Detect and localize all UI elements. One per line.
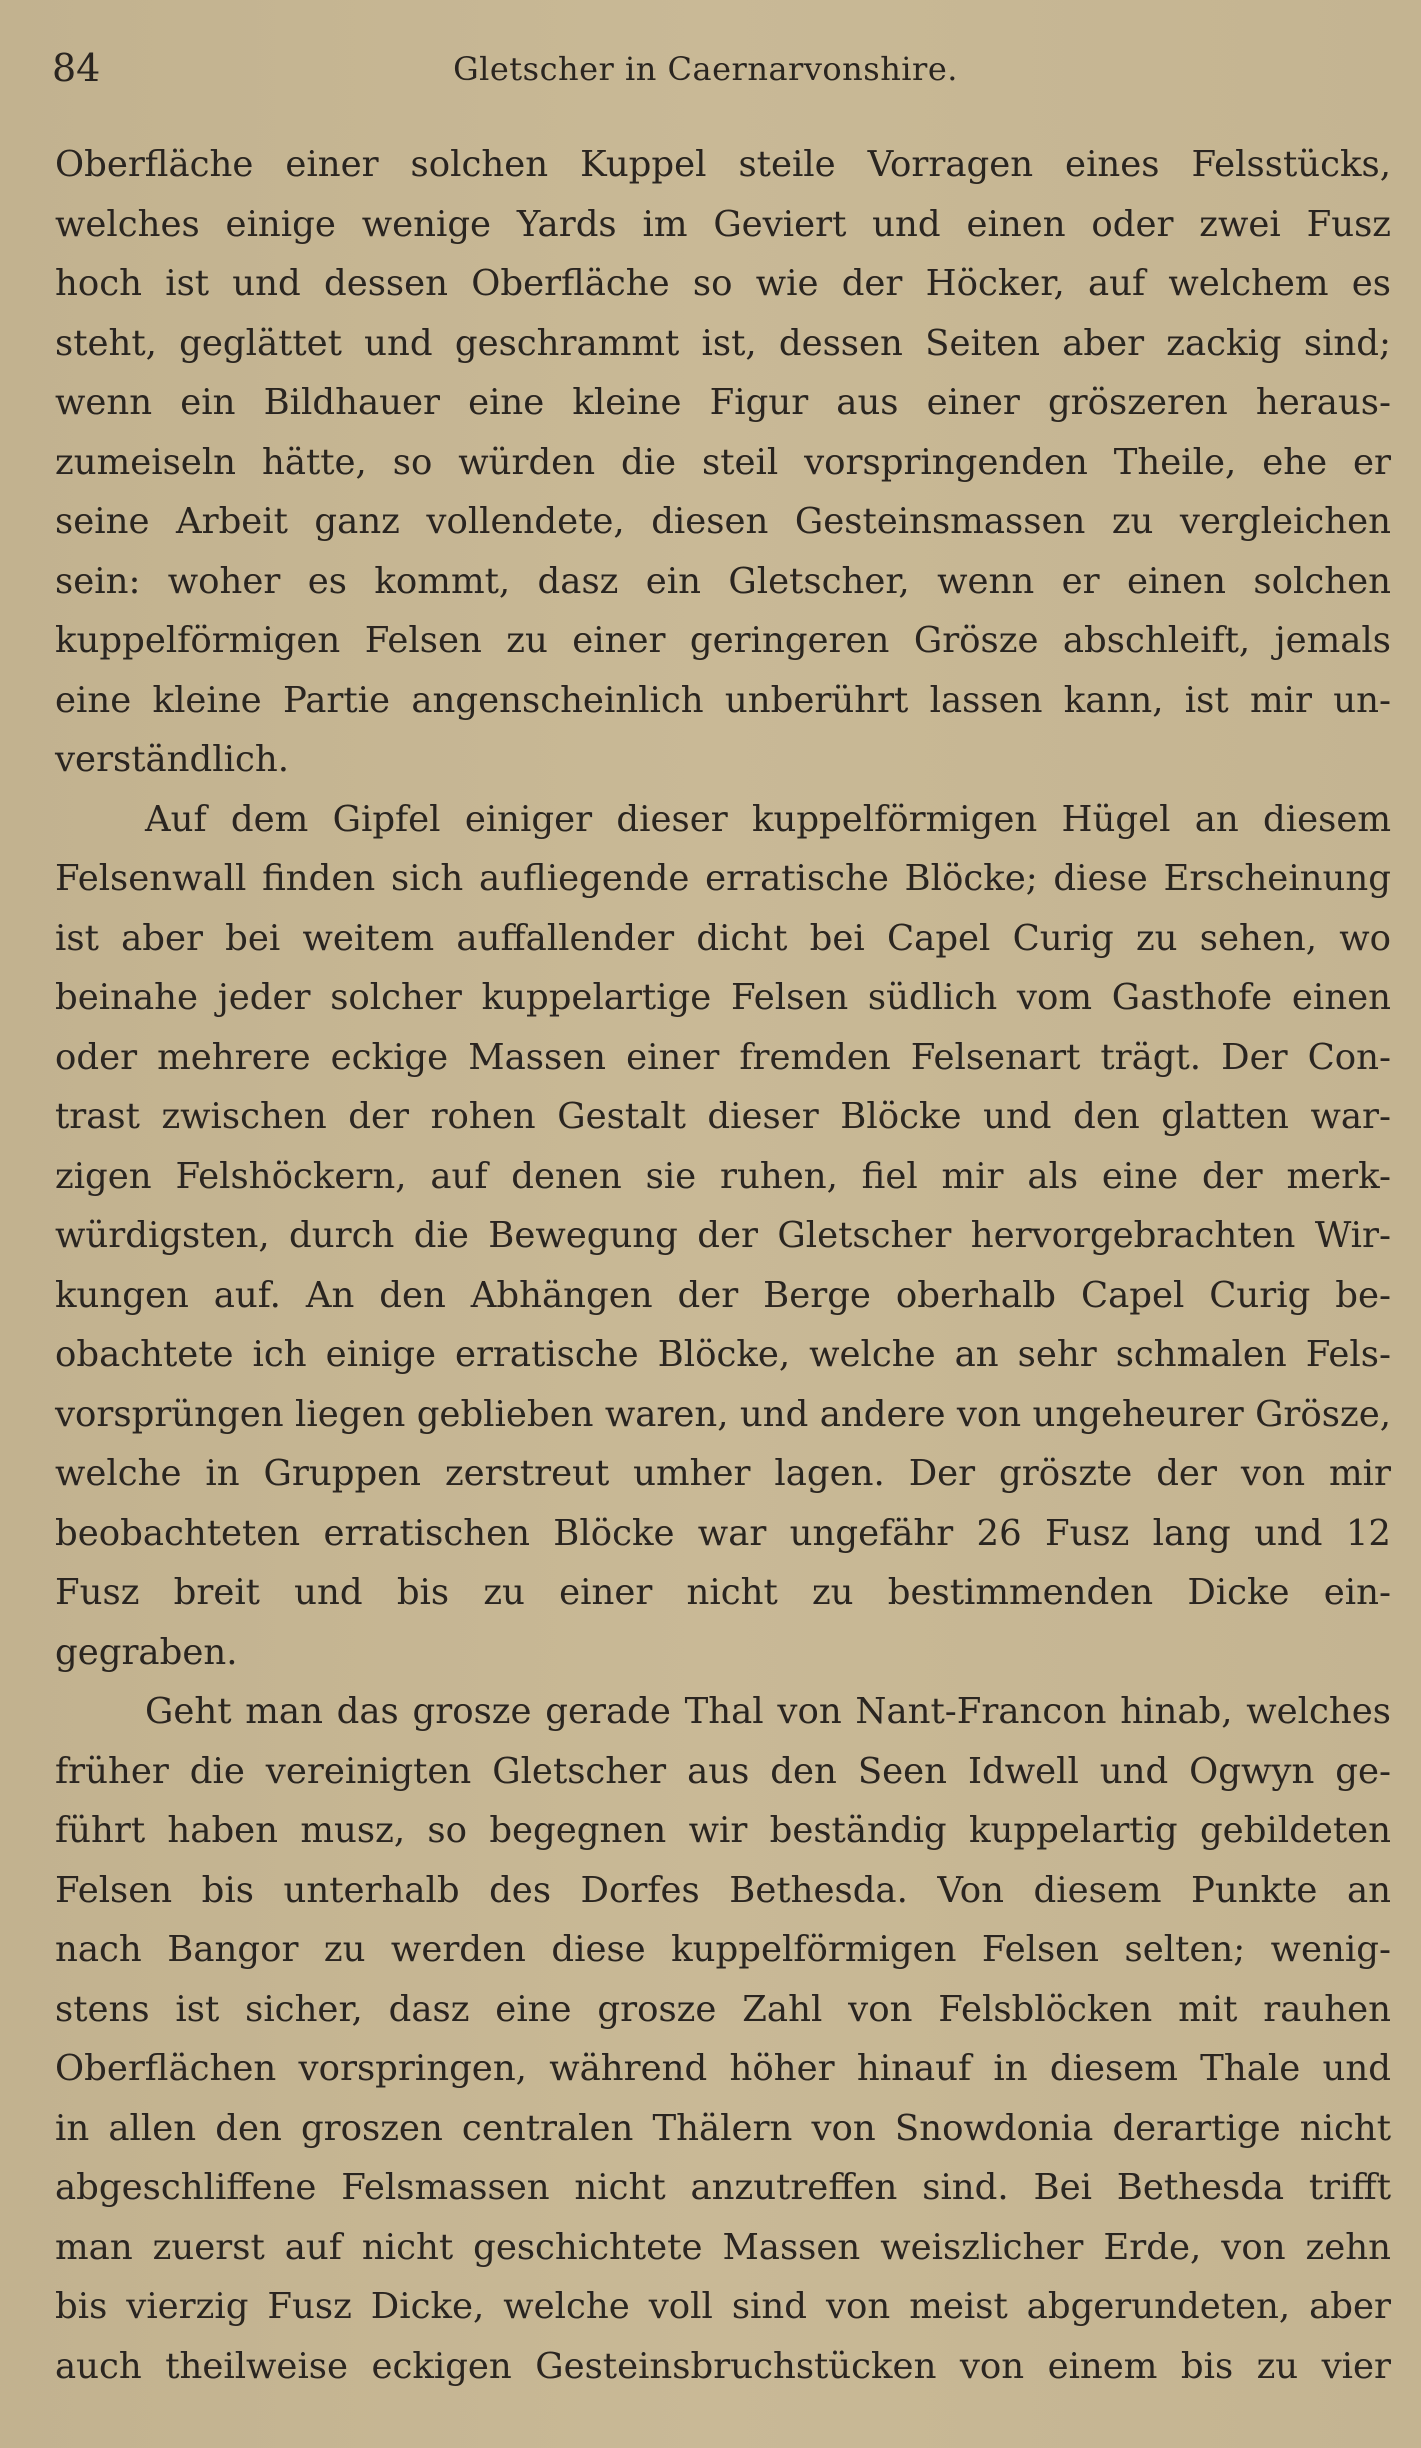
body-text [55,135,1391,2396]
text-line: beobachteten erratischen Blöcke war ungefähr 26 Fusz lang und 12 [55,1512,1391,1554]
text-line: man zuerst auf nicht geschichtete Massen weiszlicher Erde, von zehn [55,2226,1391,2268]
text-line: abgeschliffene Felsmassen nicht anzutreffen sind. Bei Bethesda trifft [55,2167,1391,2208]
text-line: Felsen bis unterhalb des Dorfes Bethesda. Von diesem Punkte an [55,1869,1391,1911]
paragraph-end-line: verständlich. [55,739,290,780]
text-line: welche in Gruppen zerstreut umher lagen. Der gröszte der von mir [55,1453,1391,1494]
text-line: trast zwischen der rohen Gestalt dieser Blöcke und den glatten war- [55,1096,1391,1137]
text-line: ist aber bei weitem auffallender dicht bei Capel Curig zu sehen, wo [55,917,1391,959]
text-line: welches einige wenige Yards im Geviert und einen oder zwei Fusz [55,203,1391,245]
text-line: seine Arbeit ganz vollendete, diesen Gesteinsmassen zu vergleichen [55,501,1391,542]
text-line: früher die vereinigten Gletscher aus den Seen Idwell und Ogwyn ge- [55,1750,1391,1792]
text-line: kungen auf. An den Abhängen der Berge oberhalb Capel Curig be- [55,1274,1391,1316]
paragraph-end-line: gegraben. [55,1631,238,1673]
text-line: Oberflächen vorspringen, während höher hinauf in diesem Thale und [55,2048,1391,2089]
page-number: 84 [52,46,101,90]
text-line: bis vierzig Fusz Dicke, welche voll sind von meist abgerundeten, aber [55,2286,1391,2327]
text-line: wenn ein Bildhauer eine kleine Figur aus einer gröszeren heraus- [55,382,1391,423]
text-line: sein: woher es kommt, dasz ein Gletscher, wenn er einen solchen [55,560,1391,602]
text-line: stens ist sicher, dasz eine grosze Zahl von Felsblöcken mit rauhen [55,1988,1391,2030]
paragraph-start-line: Auf dem Gipfel einiger dieser kuppelförmigen Hügel an diesem [145,798,1391,840]
text-line: kuppelförmigen Felsen zu einer geringeren Grösze abschleift, jemals [55,620,1391,661]
text-line: beinahe jeder solcher kuppelartige Felsen südlich vom Gasthofe einen [55,977,1391,1018]
page-header [52,46,1359,96]
text-line: auch theilweise eckigen Gesteinsbruchstücken von einem bis zu vier [55,2345,1391,2387]
running-title: Gletscher in Caernarvonshire. [453,50,958,88]
text-line: oder mehrere eckige Massen einer fremden Felsenart trägt. Der Con- [55,1036,1391,1078]
text-line: obachtete ich einige erratische Blöcke, welche an sehr schmalen Fels- [55,1334,1391,1375]
text-line: eine kleine Partie angenscheinlich unberührt lassen kann, ist mir un- [55,679,1391,721]
text-line: Fusz breit und bis zu einer nicht zu bestimmenden Dicke ein- [55,1572,1391,1613]
text-line: vorsprüngen liegen geblieben waren, und andere von ungeheurer Grösze, [55,1393,1391,1435]
text-line: würdigsten, durch die Bewegung der Gletscher hervorgebrachten Wir- [55,1215,1391,1256]
text-line: steht, geglättet und geschrammt ist, dessen Seiten aber zackig sind; [55,322,1391,364]
text-line: nach Bangor zu werden diese kuppelförmigen Felsen selten; wenig- [55,1929,1391,1970]
text-line: zumeiseln hätte, so würden die steil vorspringenden Theile, ehe er [55,441,1391,483]
paragraph-start-line: Geht man das grosze gerade Thal von Nant-Francon hinab, welches [145,1691,1391,1732]
text-line: Oberfläche einer solchen Kuppel steile Vorragen eines Felsstücks, [55,144,1391,185]
text-line: zigen Felshöckern, auf denen sie ruhen, fiel mir als eine der merk- [55,1155,1391,1197]
text-line: hoch ist und dessen Oberfläche so wie der Höcker, auf welchem es [55,263,1391,304]
text-line: Felsenwall finden sich aufliegende erratische Blöcke; diese Erscheinung [55,858,1391,899]
text-line: führt haben musz, so begegnen wir beständig kuppelartig gebildeten [55,1810,1391,1851]
text-line: in allen den groszen centralen Thälern von Snowdonia derartige nicht [55,2107,1391,2149]
